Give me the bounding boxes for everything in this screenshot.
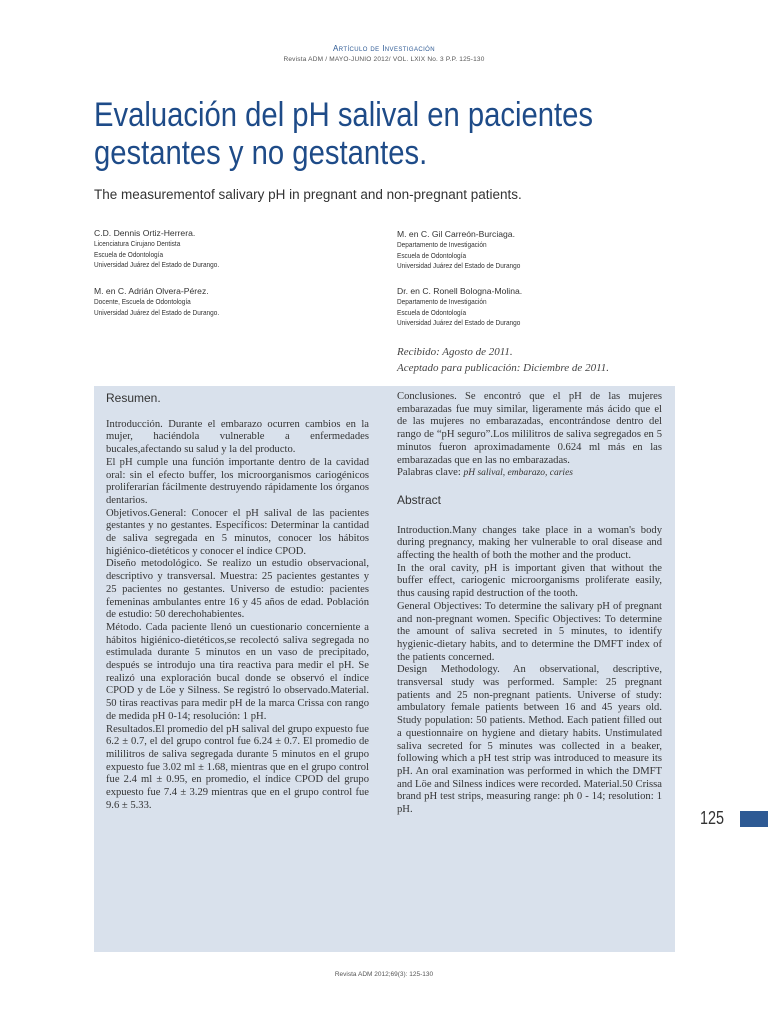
author-affiliation: Docente, Escuela de Odontología	[94, 297, 191, 306]
title-line-1: Evaluación del pH salival en pacientes	[94, 96, 594, 134]
conclusiones-paragraph: Conclusiones. Se encontró que el pH de las mujeres embarazadas fue muy similar, ligeramente más ácido que el de las mujeres no embarazadas, encontrándose dentro del rango de “pH seguro”.Los mililitros de saliva segregados en 5 minutos fueron aproximadamente 0.624 ml más en las embarazadas que en las no embarazadas.	[397, 391, 662, 466]
author-block	[397, 229, 534, 272]
article-title	[94, 96, 627, 172]
abstract-paragraph: In the oral cavity, pH is important given that without the buffer effect, cariogenic microorganisms proliferate easily, thus causing rapid destruction of the tooth.	[397, 562, 662, 600]
author-affiliation: Escuela de Odontología	[397, 250, 467, 260]
article-type-label: Artículo de Investigación	[333, 44, 435, 53]
author-name: M. en C. Gil Carreón-Burciaga.	[397, 229, 515, 239]
right-column	[397, 391, 662, 817]
journal-reference: Revista ADM / MAYO-JUNIO 2012/ VOL. LXIX No. 3 P.P. 125-130	[283, 56, 485, 63]
abstract-paragraph: Introduction.Many changes take place in a woman's body during pregnancy, making her vulnerable to oral disease and affecting the health of both the mother and the product.	[397, 524, 662, 562]
author-affiliation: Universidad Juárez del Estado de Durango	[397, 261, 521, 270]
author-block	[94, 228, 233, 271]
author-name: Dr. en C. Ronell Bologna-Molina.	[397, 286, 523, 296]
resumen-paragraph: Diseño metodológico. Se realizo un estudio observacional, descriptivo y transversal. Muestra: 25 pacientes gestantes y 25 pacientes no gestantes. Universo de estudio: pacientes femeninas ambulantes entre 16 y 45 años de edad. Población de estudio: 50 derechohabientes.	[106, 558, 369, 621]
page-marker-bar	[740, 811, 768, 827]
author-block	[94, 286, 233, 318]
page-number: 125	[700, 808, 725, 828]
resumen-paragraph: Resultados.El promedio del pH salival del grupo expuesto fue 6.2 ± 0.7, el del grupo control fue 6.24 ± 0.7. El promedio de mililitros de saliva segregada durante 5 minutos en el grupo expuesto fue 3.02 ml ± 1.68, mientras que en el grupo control fue 2.4 ml ± 0.95, en promedio, el índice CPOD del grupo expuesto fue 7.4 ± 3.29 mientras que en el grupo control fue 9.6 ± 5.33.	[106, 723, 369, 811]
title-line-2: gestantes y no gestantes.	[94, 134, 428, 172]
resumen-paragraph: El pH cumple una función importante dentro de la cavidad oral: sin el efecto buffer, los microorganismos cariogénicos proliferarían fácilmente destruyendo rápidamente los órganos dentarios.	[106, 456, 369, 506]
resumen-paragraph: Objetivos.General: Conocer el pH salival de las pacientes gestantes y no gestantes. Específicos: Determinar la cantidad de saliva segregada en 5 minutos, conocer los hábitos higiénico-dietéticos y conocer el índice CPOD.	[106, 507, 369, 557]
author-affiliation: Escuela de Odontología	[94, 249, 164, 259]
author-affiliation: Escuela de Odontología	[397, 307, 467, 317]
keywords-value: pH salival, embarazo, caries	[463, 468, 573, 479]
article-subtitle: The measurementof salivary pH in pregnant and non-pregnant patients.	[94, 187, 522, 202]
author-affiliation: Universidad Juárez del Estado de Durango	[397, 318, 521, 327]
author-affiliation: Universidad Juárez del Estado de Durango.	[94, 307, 220, 317]
author-affiliation: Departamento de Investigación	[397, 240, 487, 249]
author-name: C.D. Dennis Ortiz-Herrera.	[94, 228, 196, 238]
resumen-column	[106, 392, 369, 813]
resumen-paragraph: Método. Cada paciente llenó un cuestionario concerniente a hábitos higiénico-dietéticos,se recolectó saliva segregada no estimulada durante 5 minutos en un vaso de precipitado, después se introdujo una tira reactiva para medir el pH. Se realizó una exploración bucal donde se observó el índice CPOD y de Löe y Silness. Se registró lo observado.Material. 50 tiras reactivas para medir pH de la marca Crissa con rango de medida pH 0-14; resolución: 1 pH.	[106, 621, 369, 722]
abstract-paragraph: Design Methodology. An observational, descriptive, transversal study was performed. Sample: 25 pregnant patients and 25 non-pregnant patients. Universe of study: ambulatory female patients between 16 and 45 years old. Study population: 50 patients. Method. Each patient filled out a questionnaire on hygiene and dietary habits. Unstimulated saliva secreted for 5 minutes was collected in a beaker, following which a pH test strip was introduced to measure its pH. An oral examination was performed in which the DMFT and Löe and Silness indices were recorded. Material.50 Crissa brand pH test strips, measuring range: ph 0 - 14; resolution: 1 pH.	[397, 664, 662, 816]
abstract-heading: Abstract	[397, 492, 442, 507]
dates-block	[397, 344, 609, 376]
resumen-heading: Resumen.	[106, 391, 161, 405]
keywords-label: Palabras clave:	[397, 467, 461, 479]
author-block	[397, 286, 534, 329]
author-affiliation: Licenciatura Cirujano Dentista	[94, 239, 181, 248]
accepted-date: Aceptado para publicación: Diciembre de 2011.	[397, 362, 610, 374]
author-affiliation: Universidad Juárez del Estado de Durango.	[94, 260, 220, 269]
page-footer: Revista ADM 2012;69(3): 125-130	[334, 971, 434, 978]
resumen-paragraph: Introducción. Durante el embarazo ocurren cambios en la mujer, haciéndola vulnerable a enfermedades bucales,afectando su salud y la del producto.	[106, 418, 369, 456]
keywords	[397, 467, 662, 480]
abstract-paragraph: General Objectives: To determine the salivary pH of pregnant and non-pregnant women. Specific Objectives: To determine the amount of saliva secreted in 5 minutes, to identify hygienic-dietary habits, and to determine the DMFT index of the patients concerned.	[397, 600, 662, 663]
received-date: Recibido: Agosto de 2011.	[397, 346, 513, 358]
author-name: M. en C. Adrián Olvera-Pérez.	[94, 286, 209, 296]
author-affiliation: Departamento de Investigación	[397, 297, 487, 306]
